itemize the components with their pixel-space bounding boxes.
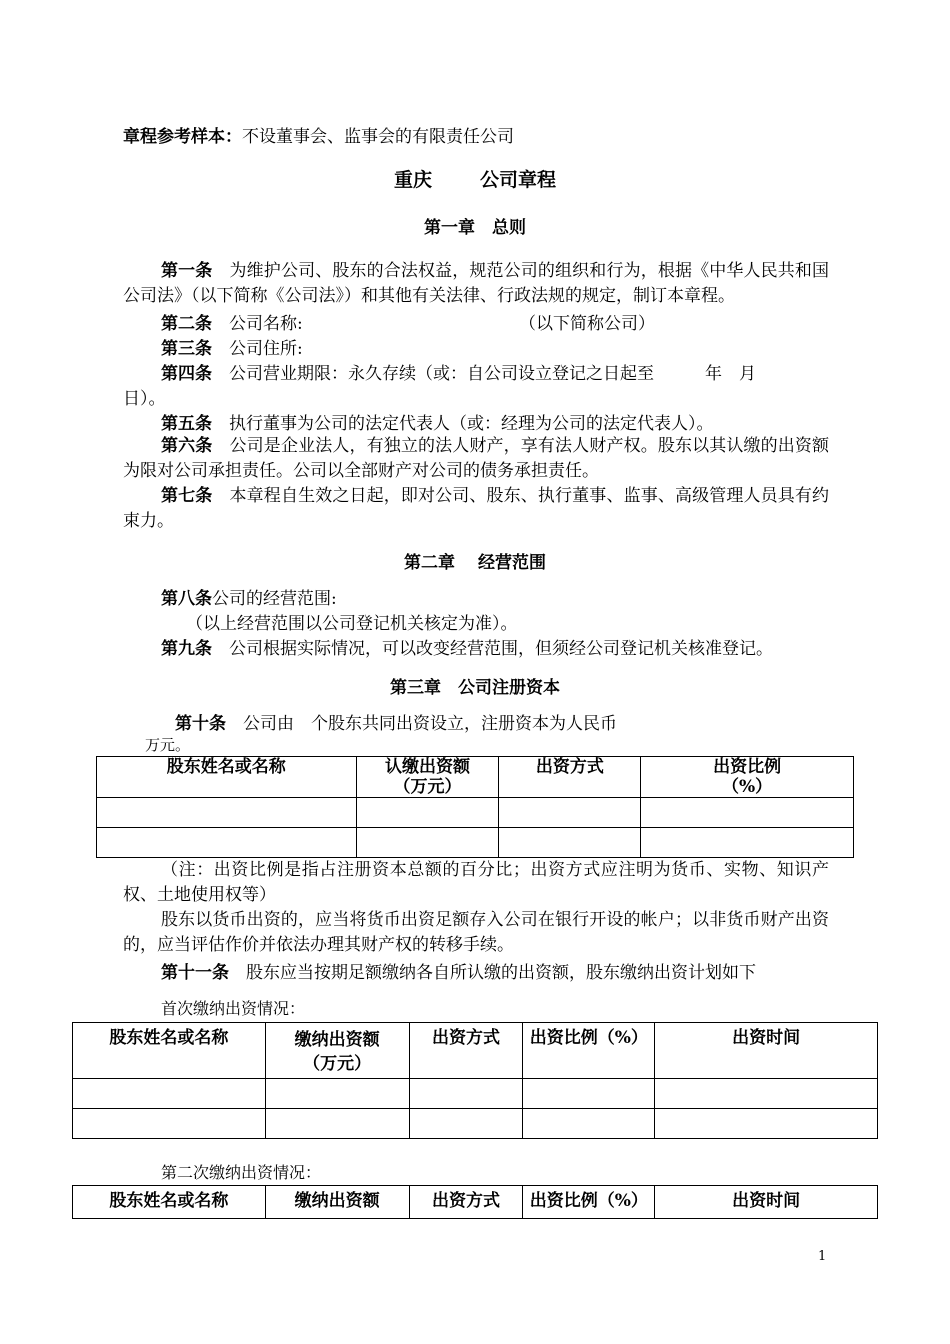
t1-header-cell: 出资方式 <box>499 757 641 798</box>
article-4-cont: 日）。 <box>123 389 166 409</box>
intro-label: 章程参考样本： <box>123 127 242 147</box>
t1-header-cell: 股东姓名或名称 <box>97 757 357 798</box>
article-5 <box>161 409 714 434</box>
article-2-suffix: （以下简称公司） <box>519 314 655 334</box>
title-name: 公司章程 <box>480 169 557 191</box>
article-3 <box>161 334 303 359</box>
article-9-text: 公司根据实际情况，可以改变经营范围，但须经公司登记机关核准登记。 <box>229 639 773 659</box>
article-7-label: 第七条 <box>161 486 213 506</box>
capital-table <box>96 756 854 858</box>
article-2 <box>161 309 303 334</box>
article-4 <box>161 359 756 384</box>
table-row <box>97 828 854 858</box>
second-payment-label: 第二次缴纳出资情况： <box>161 1163 322 1182</box>
article-2-text: 公司名称: <box>229 314 303 334</box>
article-8-note: （以上经营范围以公司登记机关核定为准）。 <box>186 614 518 634</box>
table-row <box>97 798 854 828</box>
article-7-text: 本章程自生效之日起，即对公司、股东、执行董事、监事、高级管理人员具有约束力。 <box>123 486 830 531</box>
article-9-label: 第九条 <box>161 639 212 659</box>
article-8-label: 第八条 <box>161 589 212 609</box>
t2-header-cell: 出资方式 <box>409 1023 523 1079</box>
t3-header-cell: 缴纳出资额 <box>265 1186 409 1219</box>
article-8-text: 公司的经营范围: <box>212 589 337 609</box>
title-city: 重庆 <box>393 169 432 191</box>
t3-header-cell: 出资比例（%） <box>523 1186 655 1219</box>
article-6 <box>123 434 829 484</box>
t3-header-cell: 出资方式 <box>409 1186 523 1219</box>
article-11-text: 股东应当按期足额缴纳各自所认缴的出资额，股东缴纳出资计划如下 <box>246 963 756 983</box>
currency-paragraph: 股东以货币出资的，应当将货币出资足额存入公司在银行开设的帐户；以非货币财产出资的，应当评估作价并依法办理其财产权的转移手续。 <box>123 910 829 955</box>
article-8 <box>161 584 337 609</box>
article-10-text: 公司由 个股东共同出资设立，注册资本为人民币 <box>243 714 617 734</box>
intro-line <box>123 122 514 147</box>
article-1 <box>123 259 829 309</box>
article-10 <box>175 709 617 734</box>
chapter3-title: 第三章 公司注册资本 <box>390 678 560 698</box>
article-9 <box>161 634 773 659</box>
first-payment-label: 首次缴纳出资情况： <box>161 999 306 1018</box>
article-6-label: 第六条 <box>161 436 213 456</box>
t2-header-cell: 出资比例（%） <box>523 1023 655 1079</box>
article-3-text: 公司住所: <box>229 339 303 359</box>
t2-header-cell: 股东姓名或名称 <box>73 1023 266 1079</box>
article-7 <box>123 484 829 534</box>
t3-header-cell: 股东姓名或名称 <box>73 1186 266 1219</box>
t1-header-cell: 出资比例 （%） <box>641 757 854 798</box>
article-11 <box>161 958 756 983</box>
t2-header-cell: 出资时间 <box>655 1023 878 1079</box>
table1-note: （注：出资比例是指占注册资本总额的百分比；出资方式应注明为货币、实物、知识产权、土地使用权等） <box>123 860 829 905</box>
article-4-label: 第四条 <box>161 364 212 384</box>
t3-header-cell: 出资时间 <box>655 1186 878 1219</box>
chapter1-title: 第一章 总则 <box>424 218 526 238</box>
article-10-cont: 万元。 <box>145 736 191 754</box>
t2-header-cell: 缴纳出资额 （万元） <box>265 1023 409 1079</box>
article-6-text: 公司是企业法人，有独立的法人财产，享有法人财产权。股东以其认缴的出资额为限对公司承担责任。公司以全部财产对公司的债务承担责任。 <box>123 436 830 481</box>
table-row <box>73 1109 878 1139</box>
article-2-label: 第二条 <box>161 314 212 334</box>
article-1-text: 为维护公司、股东的合法权益，规范公司的组织和行为，根据《中华人民共和国公司法》（以下简称《公司法》）和其他有关法律、行政法规的规定，制订本章程。 <box>123 261 830 306</box>
first-payment-table <box>72 1022 878 1139</box>
article-5-text: 执行董事为公司的法定代表人（或：经理为公司的法定代表人）。 <box>229 414 714 434</box>
page-title <box>0 165 950 192</box>
second-payment-table <box>72 1185 878 1219</box>
article-5-label: 第五条 <box>161 414 212 434</box>
article-4-text: 公司营业期限：永久存续（或：自公司设立登记之日起至 年 月 <box>229 364 756 384</box>
article-10-label: 第十条 <box>175 714 226 734</box>
article-11-label: 第十一条 <box>161 963 229 983</box>
t1-header-cell: 认缴出资额 （万元） <box>356 757 499 798</box>
page-number: 1 <box>818 1249 827 1264</box>
intro-text: 不设董事会、监事会的有限责任公司 <box>242 127 514 147</box>
article-3-label: 第三条 <box>161 339 212 359</box>
chapter2-title: 第二章 经营范围 <box>404 553 546 573</box>
table-row <box>73 1079 878 1109</box>
article-1-label: 第一条 <box>161 261 213 281</box>
